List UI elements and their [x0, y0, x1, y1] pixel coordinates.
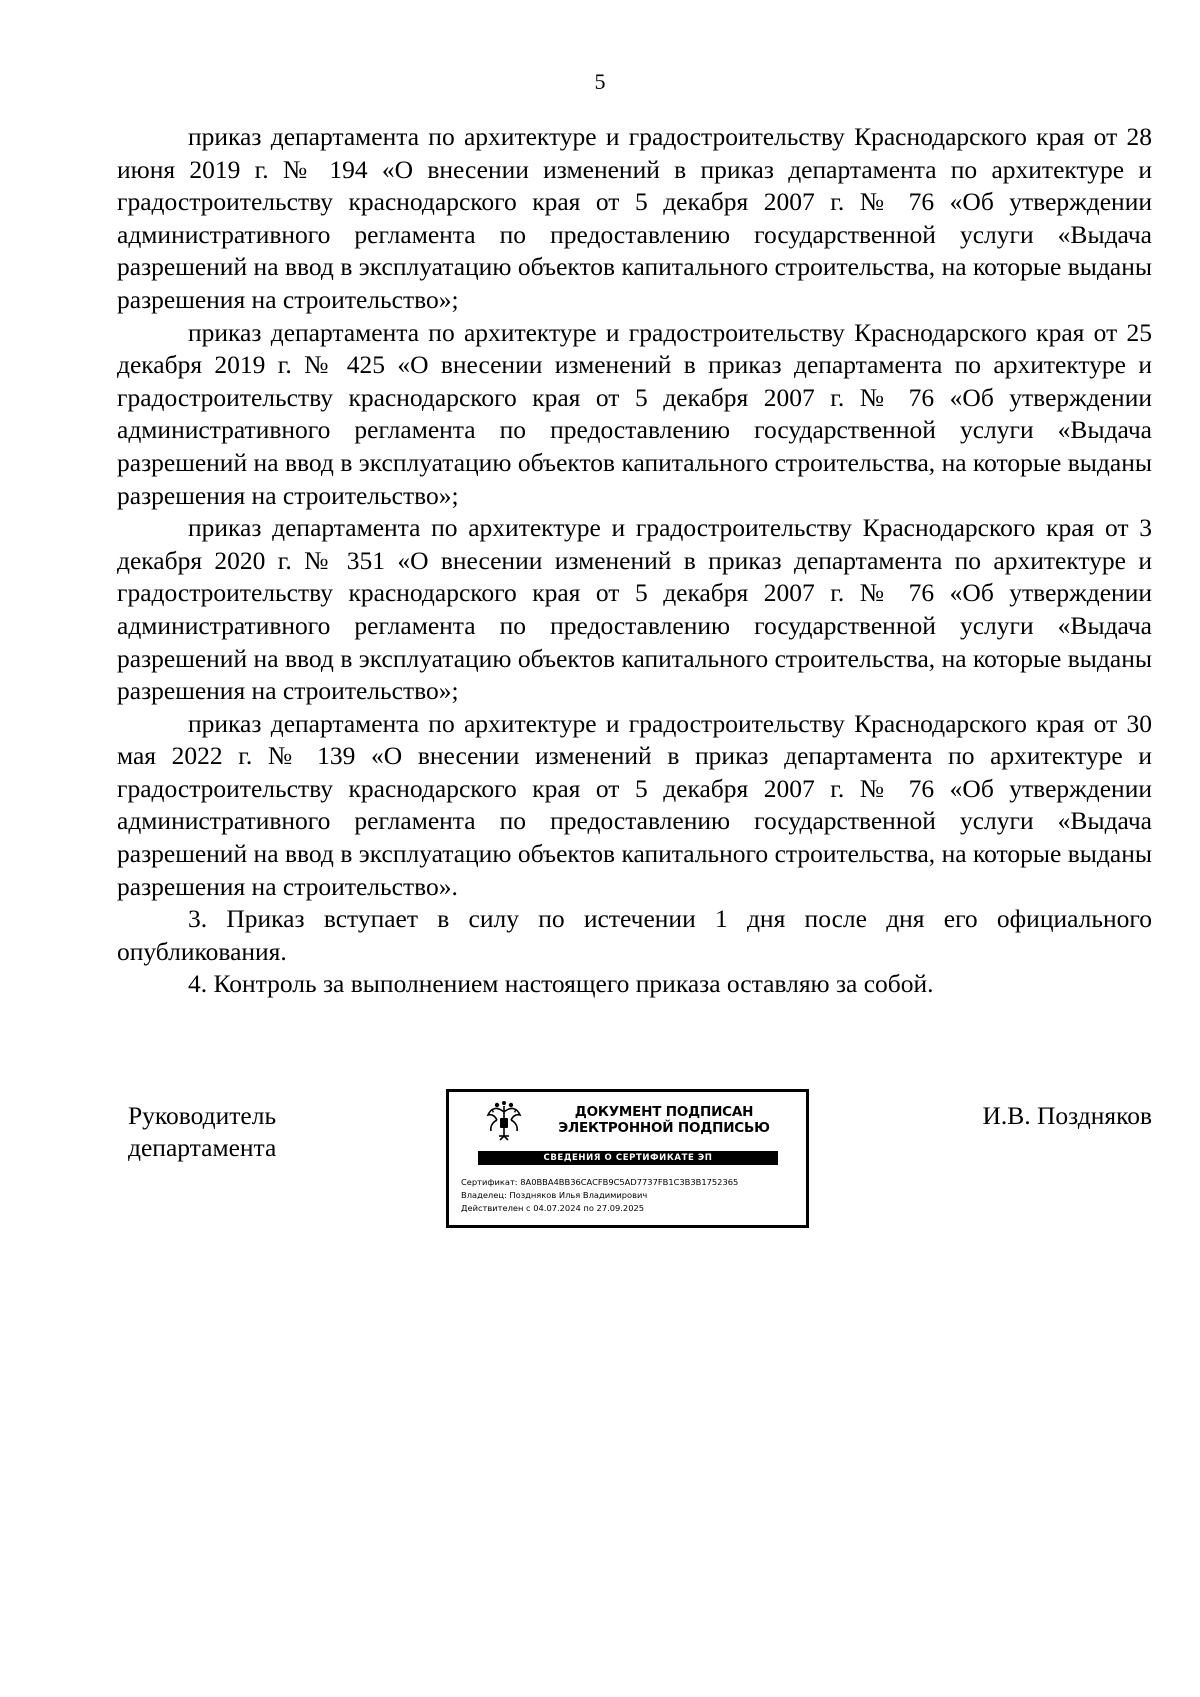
- signatory-position-line1: Руководитель: [128, 1101, 277, 1130]
- paragraph-order-351: приказ департамента по архитектуре и градостроительству Краснодарского края от 3 декабря 2020 г. № 351 «О внесении изменений в приказ департамента по архитектуре и градостроительству краснодарского края от 5 декабря 2007 г. № 76 «Об утверждении административного регламента по предоставлению государственной услуги «Выдача разрешений на ввод в эксплуатацию объектов капитального строительства, на которые выданы разрешения на строительство»;: [117, 513, 1152, 706]
- russian-coat-of-arms-icon: [485, 1100, 523, 1142]
- signatory-position-line2: департамента: [128, 1133, 277, 1162]
- paragraph-order-194: приказ департамента по архитектуре и градостроительству Краснодарского края от 28 июня 2019 г. № 194 «О внесении изменений в приказ департамента по архитектуре и градостроительству краснодарского края от 5 декабря 2007 г. № 76 «Об утверждении административного регламента по предоставлению государственной услуги «Выдача разрешений на ввод в эксплуатацию объектов капитального строительства, на которые выданы разрешения на строительство»;: [117, 122, 1152, 314]
- page-number: 5: [594, 69, 606, 94]
- certificate-owner: Владелец: Поздняков Илья Владимирович: [461, 1190, 648, 1200]
- certificate-validity: Действителен с 04.07.2024 по 27.09.2025: [461, 1203, 645, 1213]
- stamp-title-line1: ДОКУМЕНТ ПОДПИСАН: [574, 1104, 754, 1120]
- paragraph-order-139: приказ департамента по архитектуре и градостроительству Краснодарского края от 30 мая 2022 г. № 139 «О внесении изменений в приказ департамента по архитектуре и градостроительству краснодарского края от 5 декабря 2007 г. № 76 «Об утверждении административного регламента по предоставлению государственной услуги «Выдача разрешений на ввод в эксплуатацию объектов капитального строительства, на которые выданы разрешения на строительство».: [117, 708, 1152, 901]
- paragraph-order-425: приказ департамента по архитектуре и градостроительству Краснодарского края от 25 декабря 2019 г. № 425 «О внесении изменений в приказ департамента по архитектуре и градостроительству краснодарского края от 5 декабря 2007 г. № 76 «Об утверждении административного регламента по предоставлению государственной услуги «Выдача разрешений на ввод в эксплуатацию объектов капитального строительства, на которые выданы разрешения на строительство»;: [117, 317, 1152, 510]
- stamp-title: [544, 1104, 784, 1136]
- certificate-info-bar: СВЕДЕНИЯ О СЕРТИФИКАТЕ ЭП: [478, 1151, 778, 1165]
- clause-3: 3. Приказ вступает в силу по истечении 1 дня после дня его официального опубликования.: [117, 904, 1152, 966]
- signatory-position: [128, 1100, 276, 1164]
- document-body: [117, 121, 1152, 1001]
- stamp-title-line2: ЭЛЕКТРОННОЙ ПОДПИСЬЮ: [558, 1120, 770, 1136]
- certificate-number: Сертификат: 8A0BBA4BB36CACFB9C5AD7737FB1C3B3B1752365: [461, 1177, 739, 1187]
- signatory-name: И.В. Поздняков: [982, 1101, 1152, 1130]
- electronic-signature-stamp: [446, 1089, 809, 1228]
- certificate-details: [461, 1176, 806, 1215]
- clause-4: 4. Контроль за выполнением настоящего приказа оставляю за собой.: [188, 969, 934, 999]
